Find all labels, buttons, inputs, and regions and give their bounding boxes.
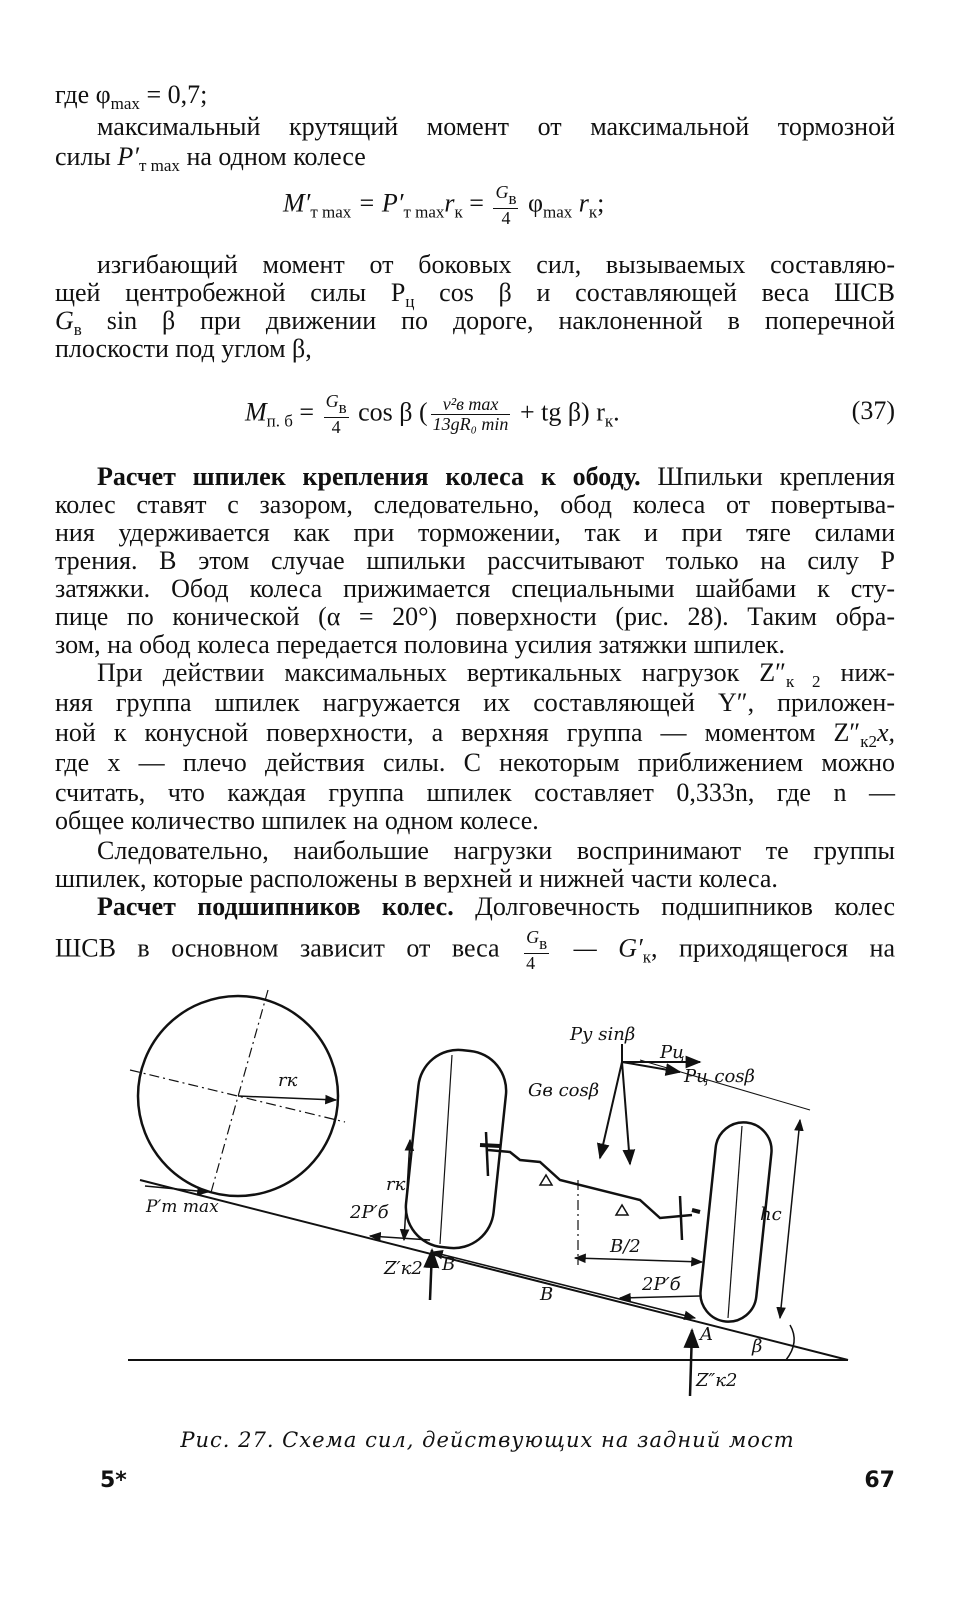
label-pt-max: P′т max: [146, 1197, 219, 1217]
label-beta: β: [752, 1336, 763, 1357]
text-line: шпилек, которые расположены в верхней и нижней части колеса.: [55, 864, 778, 893]
text-line: где $\varphi_{max} = 0,7$;: [55, 80, 208, 113]
text-line: Расчет шпилек крепления колеса к ободу. Шпильки крепления: [97, 462, 896, 491]
formula-braking-moment: $M'_{т max} = P'_{т max}r_к$ = $\frac{Gв}{4}$ $\varphi_{max}$ $r_к$;: [283, 182, 605, 228]
label-b-span: B: [540, 1284, 554, 1305]
text-line: Расчет подшипников колес. Долговечность подшипников колес: [97, 892, 895, 921]
figure-caption: Рис. 27. Схема сил, действующих на задний мост: [180, 1428, 795, 1452]
text-line: ной к конусной поверхности, а верхняя группа — моментом $Z''_{к2}x$,: [55, 718, 895, 751]
text-line: затяжки. Обод колеса прижимается специальными шайбами к сту-: [55, 574, 895, 603]
page-number: 67: [864, 1468, 895, 1493]
text-line: няя группа шпилек нагружается их составляющей Y″, приложен-: [55, 688, 895, 717]
label-b-half: B/2: [610, 1236, 641, 1257]
label-pc: Pц: [660, 1042, 685, 1063]
left-wheel: [402, 1046, 510, 1252]
text-line: максимальный крутящий момент от максимальной тормозной: [97, 112, 895, 141]
wheel-circle: [130, 990, 345, 1196]
text-line: плоскости под углом β,: [55, 334, 312, 363]
text-line: трения. В этом случае шпильки рассчитывают только на силу P: [55, 546, 895, 575]
label-pccos: Pц cosβ: [684, 1066, 755, 1087]
label-pysin: Pу sinβ: [570, 1024, 636, 1045]
center-forces: [600, 1044, 700, 1164]
text-line: где x — плечо действия силы. С некоторым приближением можно: [55, 748, 895, 777]
text-line: $G_в$ sin β при движении по дороге, наклоненной в поперечной: [55, 306, 895, 339]
text-line: ШСВ в основном зависит от веса $\frac{Gв}{4}$ — $G'_к$, приходящегося на: [55, 927, 895, 973]
equation-number: (37): [851, 396, 895, 425]
label-a: A: [700, 1324, 713, 1345]
text-line: При действии максимальных вертикальных нагрузок $Z''_{к 2}$ ниж-: [97, 658, 896, 691]
text-line: зом, на обод колеса передается половина усилия затяжки шпилек.: [55, 630, 786, 659]
text-line: силы $P'_{т max}$ на одном колесе: [55, 142, 366, 175]
text-line: изгибающий момент от боковых сил, вызываемых составляю-: [97, 250, 895, 279]
label-rk: rк: [386, 1174, 406, 1195]
label-zk2-left: Z′к2: [384, 1258, 423, 1279]
label-2pb-left: 2P′б: [350, 1202, 389, 1223]
signature-mark: 5*: [100, 1468, 127, 1493]
text-line: колес ставят с зазором, следовательно, обод колеса от повертыва-: [55, 490, 895, 519]
text-line: Следовательно, наибольшие нагрузки воспринимают те группы: [97, 836, 895, 865]
text-line: считать, что каждая группа шпилек составляет 0,333n, где n —: [55, 778, 895, 807]
text-line: общее количество шпилек на одном колесе.: [55, 806, 539, 835]
text-line: ния удерживается как при торможении, так и при тяге силами: [55, 518, 895, 547]
label-hc: hc: [760, 1204, 782, 1225]
label-rk-circle: rк: [278, 1070, 298, 1091]
label-2pb-right: 2P′б: [642, 1274, 681, 1295]
label-zk2-right: Z″к2: [696, 1370, 738, 1391]
axle-beam: [480, 1132, 700, 1265]
label-gcos: Gв cosβ: [528, 1080, 600, 1101]
text-line: пице по конической (α = 20°) поверхности (рис. 28). Таким обра-: [55, 602, 895, 631]
text-line: щей центробежной силы $P_ц$ cos β и составляющей веса ШСВ: [55, 278, 895, 311]
formula-bending-moment: $M_{п. б}$ = $\frac{Gв}{4}$ cos β ( $\frac{\text{v²в max}}{\text{13gR₀ min}}$ + tg β) $r_к$.: [245, 391, 620, 437]
label-b-left: B: [442, 1254, 456, 1275]
